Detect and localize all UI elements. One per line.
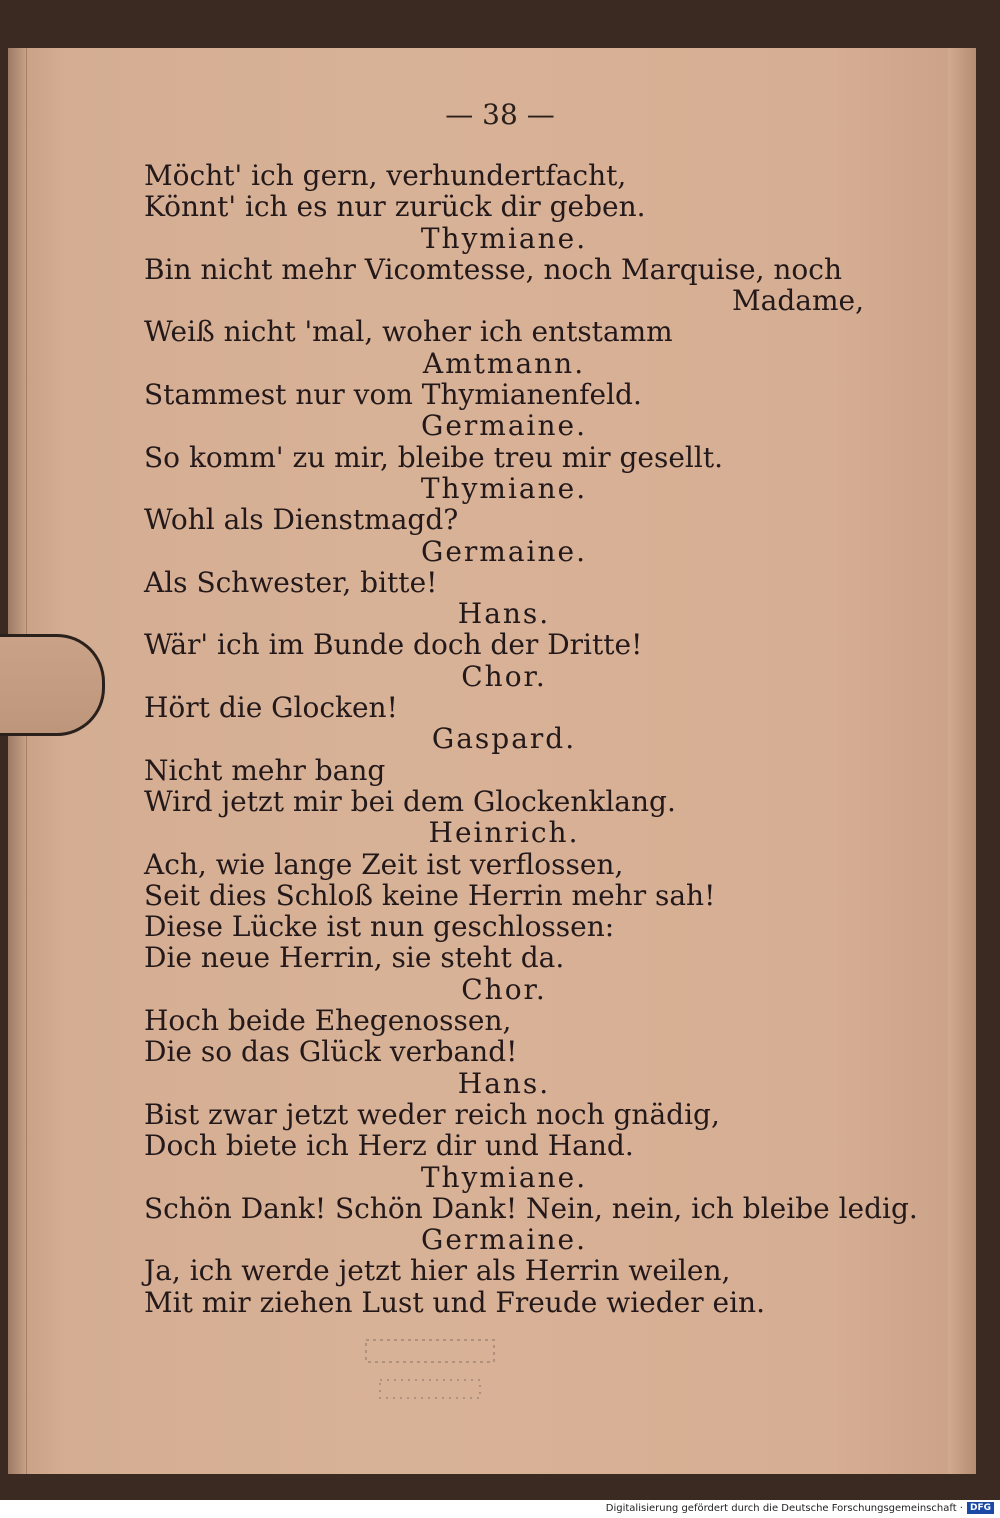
speaker-name: Heinrich.	[428, 816, 580, 850]
verse-line: Madame,	[731, 284, 864, 318]
libretto-text	[144, 159, 918, 1319]
verse-line: Stammest nur vom Thymianenfeld.	[144, 378, 642, 412]
verse-line: So komm' zu mir, bleibe treu mir gesellt.	[144, 440, 723, 474]
speaker-name: Hans.	[457, 1066, 551, 1100]
speaker-name: Germaine.	[420, 409, 588, 443]
faded-library-stamp	[360, 1330, 500, 1420]
verse-line: Mit mir ziehen Lust und Freude wieder ein.	[144, 1285, 765, 1319]
page-number: — 38 —	[445, 98, 555, 131]
page-right-edge	[948, 48, 976, 1474]
verse-line: Die so das Glück verband!	[144, 1035, 518, 1069]
speaker-name: Hans.	[457, 597, 551, 631]
verse-line: Wär' ich im Bunde doch der Dritte!	[144, 628, 643, 662]
verse-line: Ach, wie lange Zeit ist verflossen,	[144, 847, 624, 881]
verse-line: Diese Lücke ist nun geschlossen:	[144, 910, 615, 944]
verse-line: Seit dies Schloß keine Herrin mehr sah!	[144, 878, 716, 912]
speaker-name: Thymiane.	[420, 471, 588, 505]
verse-line: Ja, ich werde jetzt hier als Herrin weilen,	[144, 1254, 731, 1288]
footer-credit-text: Digitalisierung gefördert durch die Deutsche Forschungsgemeinschaft ·	[605, 1503, 963, 1514]
verse-line: Schön Dank! Schön Dank! Nein, nein, ich bleibe ledig.	[144, 1191, 918, 1225]
speaker-name: Thymiane.	[420, 1160, 588, 1194]
verse-line: Bist zwar jetzt weder reich noch gnädig,	[144, 1097, 720, 1131]
verse-line: Wohl als Dienstmagd?	[144, 503, 459, 537]
verse-line: Könnt' ich es nur zurück dir geben.	[144, 190, 646, 224]
verse-line: Hört die Glocken!	[144, 691, 398, 725]
dfg-logo: DFG	[967, 1502, 994, 1514]
verse-line: Doch biete ich Herz dir und Hand.	[144, 1129, 634, 1163]
verse-line: Die neue Herrin, sie steht da.	[144, 941, 565, 975]
page-binding-edge	[8, 48, 27, 1474]
speaker-name: Gaspard.	[431, 722, 577, 756]
verse-line: Bin nicht mehr Vicomtesse, noch Marquise, noch	[144, 252, 842, 286]
verse-line: Weiß nicht 'mal, woher ich entstamm	[144, 315, 673, 349]
verse-line: Wird jetzt mir bei dem Glockenklang.	[144, 784, 676, 818]
speaker-name: Chor.	[461, 972, 547, 1006]
speaker-name: Thymiane.	[420, 221, 588, 255]
verse-line: Als Schwester, bitte!	[144, 565, 438, 599]
verse-line: Hoch beide Ehegenossen,	[144, 1004, 512, 1038]
book-clip-tab	[0, 634, 105, 736]
verse-line: Nicht mehr bang	[144, 753, 386, 787]
verse-line: Möcht' ich gern, verhundertfacht,	[144, 159, 627, 192]
digitization-footer	[0, 1500, 1000, 1518]
speaker-name: Germaine.	[420, 534, 588, 568]
speaker-name: Amtmann.	[422, 346, 586, 380]
speaker-name: Germaine.	[420, 1223, 588, 1257]
speaker-name: Chor.	[461, 659, 547, 693]
